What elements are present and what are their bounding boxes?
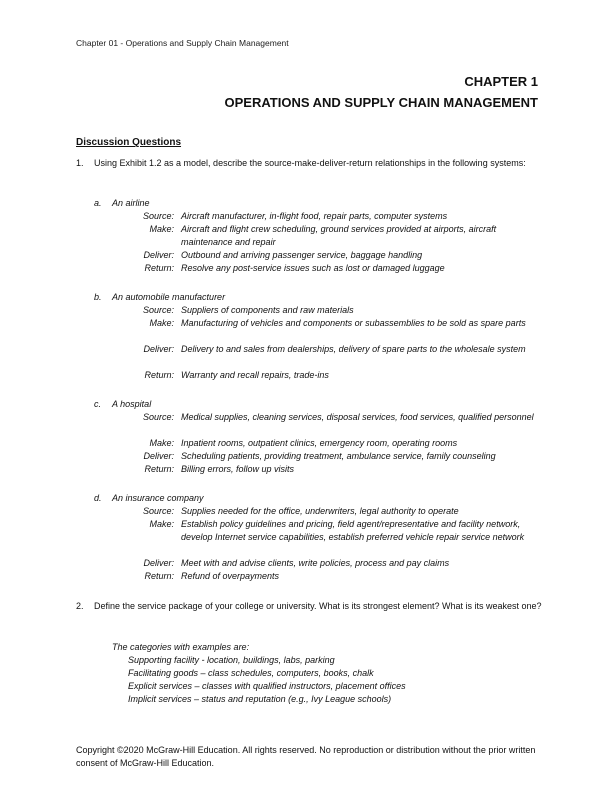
- question-text: Using Exhibit 1.2 as a model, describe the source-make-deliver-return relationships in the following systems:: [94, 158, 526, 168]
- row-value: Suppliers of components and raw materials: [181, 305, 354, 315]
- question-number: 2.: [76, 601, 84, 611]
- copyright-footer: Copyright ©2020 McGraw-Hill Education. All rights reserved. No reproduction or distribution without the prior written consent of McGraw-Hill Education.: [76, 745, 536, 768]
- row-value: Inpatient rooms, outpatient clinics, emergency room, operating rooms: [181, 438, 458, 448]
- row-label: Make:: [149, 438, 174, 448]
- system-name: An automobile manufacturer: [112, 292, 226, 302]
- row-label: Source:: [142, 412, 174, 422]
- categories-intro: The categories with examples are:: [112, 642, 250, 652]
- category-item: Facilitating goods – class schedules, computers, books, chalk: [128, 668, 374, 678]
- row-label: Return:: [144, 263, 174, 273]
- row-value: Warranty and recall repairs, trade-ins: [181, 370, 329, 380]
- row-label: Deliver:: [143, 344, 174, 354]
- row-label: Source:: [142, 211, 174, 221]
- system-letter: b.: [94, 292, 102, 302]
- row-label: Make:: [149, 519, 174, 529]
- row-label: Make:: [149, 224, 174, 234]
- row-label: Deliver:: [143, 558, 174, 568]
- system-name: An airline: [112, 198, 150, 208]
- system-name: A hospital: [112, 399, 152, 409]
- row-value: Meet with and advise clients, write policies, process and pay claims: [181, 558, 450, 568]
- row-value: Billing errors, follow up visits: [181, 464, 295, 474]
- row-value: Scheduling patients, providing treatment, ambulance service, family counseling: [181, 451, 496, 461]
- system-name: An insurance company: [112, 493, 204, 503]
- row-value: Aircraft manufacturer, in-flight food, repair parts, computer systems: [181, 211, 448, 221]
- row-label: Deliver:: [143, 250, 174, 260]
- row-value: Outbound and arriving passenger service, baggage handling: [181, 250, 423, 260]
- category-item: Supporting facility - location, buildings, labs, parking: [128, 655, 335, 665]
- running-header: Chapter 01 - Operations and Supply Chain Management: [76, 38, 289, 48]
- row-label: Source:: [142, 506, 174, 516]
- section-title: Discussion Questions: [76, 137, 182, 148]
- row-value: Aircraft and flight crew scheduling, ground services provided at airports, aircraft maintenance and repair: [181, 224, 497, 247]
- question-number: 1.: [76, 158, 84, 168]
- row-label: Deliver:: [143, 451, 174, 461]
- row-label: Return:: [144, 464, 174, 474]
- system-letter: a.: [94, 198, 102, 208]
- row-label: Return:: [144, 571, 174, 581]
- row-value: Delivery to and sales from dealerships, delivery of spare parts to the wholesale system: [181, 344, 526, 354]
- question-text: Define the service package of your college or university. What is its strongest element? What is its weakest one?: [94, 601, 542, 611]
- row-value: Establish policy guidelines and pricing, field agent/representative and facility network, develop Internet service capabilities, establish preferred vehicle repair service network: [181, 519, 525, 542]
- row-value: Resolve any post-service issues such as lost or damaged luggage: [181, 263, 445, 273]
- category-item: Implicit services – status and reputation (e.g., Ivy League schools): [128, 694, 392, 704]
- category-item: Explicit services – classes with qualified instructors, placement offices: [128, 681, 406, 691]
- chapter-title: OPERATIONS AND SUPPLY CHAIN MANAGEMENT: [224, 95, 538, 110]
- system-letter: c.: [94, 399, 102, 409]
- row-label: Source:: [142, 305, 174, 315]
- row-value: Supplies needed for the office, underwriters, legal authority to operate: [181, 506, 459, 516]
- row-value: Manufacturing of vehicles and components or subassemblies to be sold as spare parts: [181, 318, 526, 328]
- system-letter: d.: [94, 493, 102, 503]
- row-value: Medical supplies, cleaning services, disposal services, food services, qualified personnel: [181, 412, 534, 422]
- row-label: Return:: [144, 370, 174, 380]
- row-label: Make:: [149, 318, 174, 328]
- row-value: Refund of overpayments: [181, 571, 280, 581]
- chapter-number: CHAPTER 1: [464, 74, 538, 89]
